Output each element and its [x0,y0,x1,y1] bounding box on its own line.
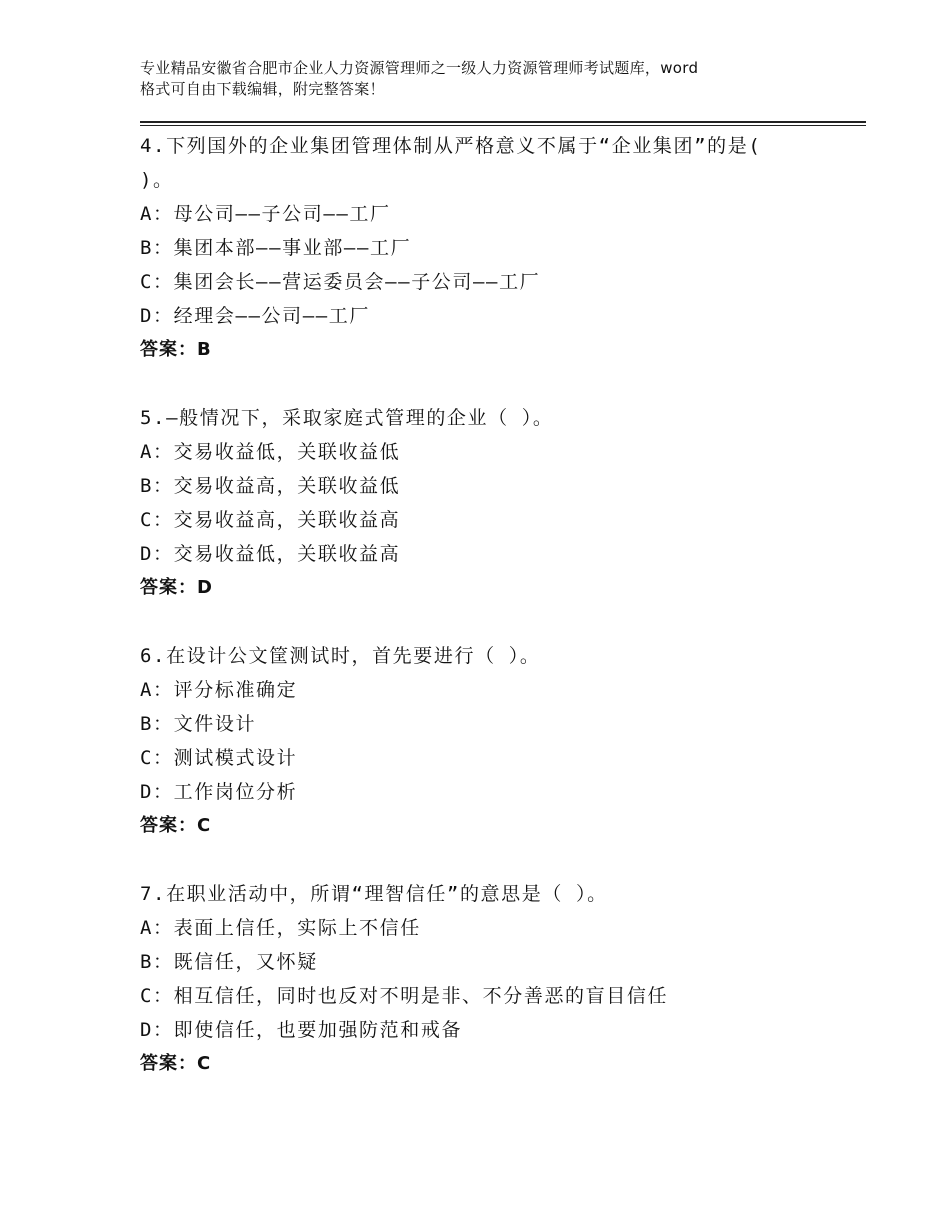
document-header [140,58,840,100]
option-a: A：评分标准确定 [140,679,298,701]
header-divider [140,121,866,126]
option-b: B：既信任，又怀疑 [140,951,318,973]
option-d: D：经理会——公司——工厂 [140,305,370,327]
question-list [140,129,820,1115]
question-7 [140,877,820,1081]
answer-line: 答案：C [140,1053,212,1074]
option-c: C：交易收益高，关联收益高 [140,509,401,531]
option-a: A：交易收益低，关联收益低 [140,441,401,463]
question-stem: 5.—般情况下，采取家庭式管理的企业（ ）。 [140,407,554,429]
option-d: D：工作岗位分析 [140,781,298,803]
header-line-1: 专业精品安徽省合肥市企业人力资源管理师之一级人力资源管理师考试题库，word [140,59,699,77]
question-4 [140,129,820,367]
question-stem-continuation: )。 [140,169,174,191]
option-b: B：文件设计 [140,713,257,735]
answer-line: 答案：C [140,815,212,836]
option-d: D：交易收益低，关联收益高 [140,543,401,565]
question-stem: 6.在设计公文筐测试时，首先要进行（ ）。 [140,645,541,667]
question-6 [140,639,820,843]
option-a: A：表面上信任，实际上不信任 [140,917,421,939]
header-line-2: 格式可自由下载编辑，附完整答案！ [140,80,385,98]
option-b: B：交易收益高，关联收益低 [140,475,401,497]
option-c: C：相互信任，同时也反对不明是非、不分善恶的盲目信任 [140,985,669,1007]
option-d: D：即使信任，也要加强防范和戒备 [140,1019,463,1041]
header-divider-thin [140,125,866,126]
header-divider-thick [140,121,866,123]
option-b: B：集团本部——事业部——工厂 [140,237,412,259]
option-a: A：母公司——子公司——工厂 [140,203,391,225]
answer-line: 答案：D [140,577,213,598]
question-5 [140,401,820,605]
question-stem: 4.下列国外的企业集团管理体制从严格意义不属于“企业集团”的是( [140,135,762,157]
option-c: C：集团会长——营运委员会——子公司——工厂 [140,271,541,293]
question-stem: 7.在职业活动中，所谓“理智信任”的意思是（ ）。 [140,883,608,905]
option-c: C：测试模式设计 [140,747,298,769]
answer-line: 答案：B [140,339,212,360]
